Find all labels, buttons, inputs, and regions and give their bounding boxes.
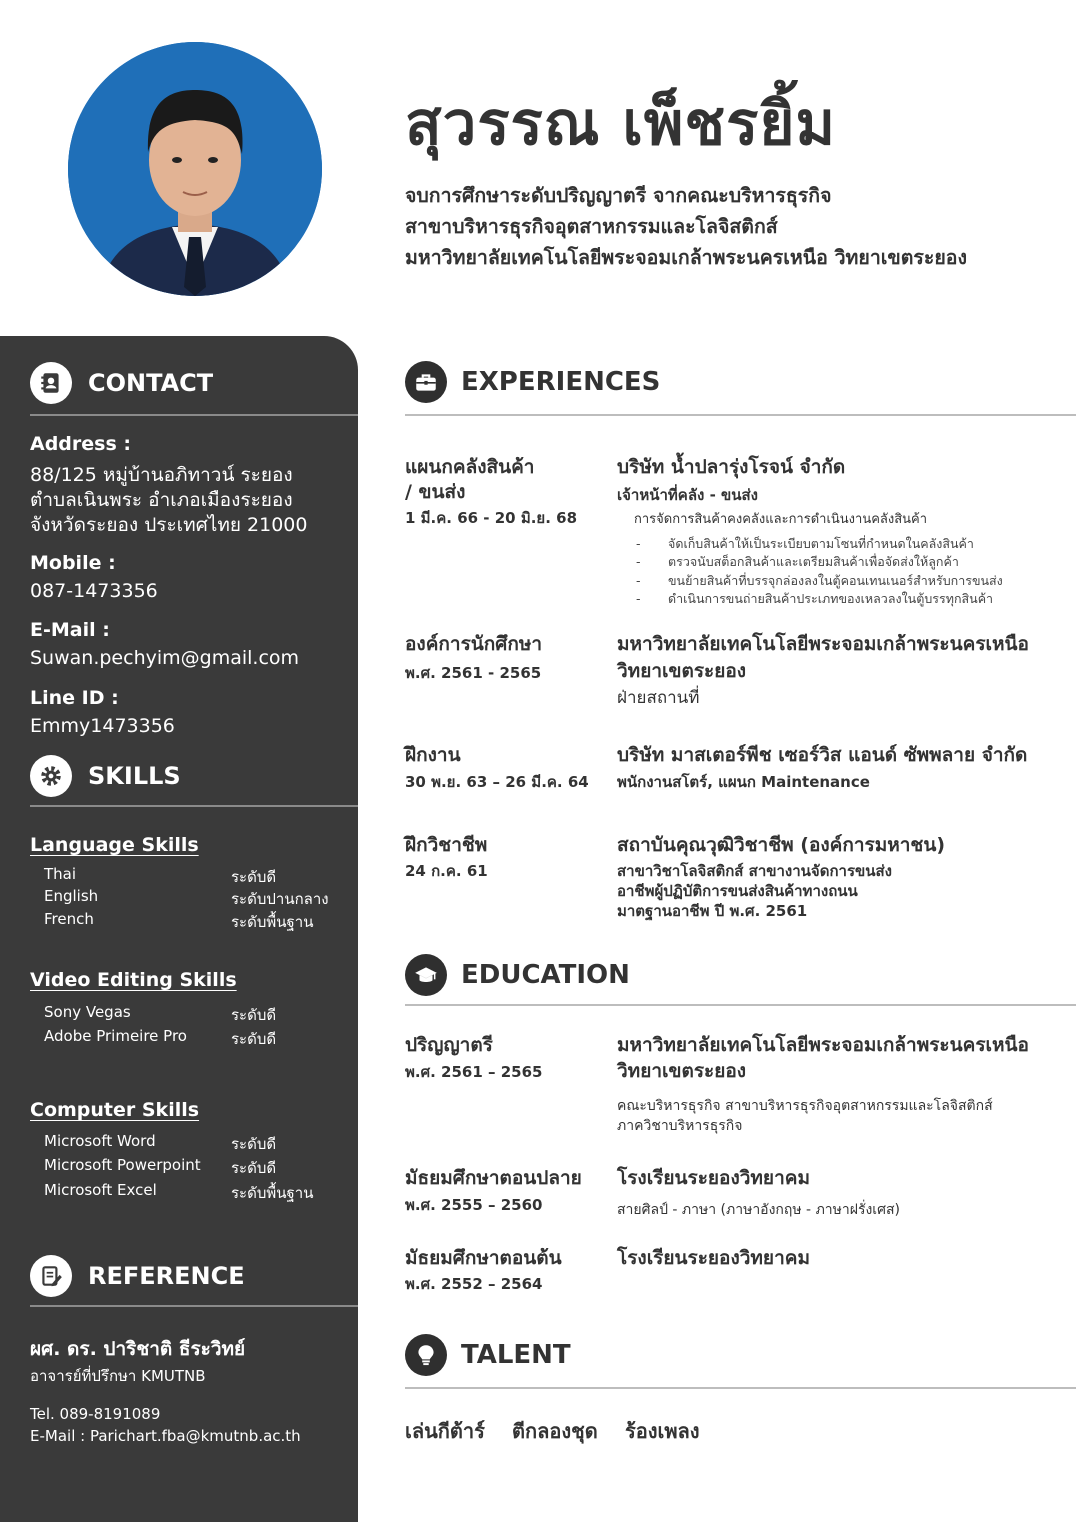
exp-role: แผนกคลังสินค้า (405, 456, 535, 478)
skill-name: Sony Vegas (44, 1003, 131, 1021)
skill-level: ระดับพื้นฐาน (231, 913, 314, 931)
exp-date: 1 มี.ค. 66 - 20 มิ.ย. 68 (405, 509, 578, 527)
email-label: E-Mail : (30, 619, 110, 641)
exp-bullet: - จัดเก็บสินค้าให้เป็นระเบียบตามโซนที่กำหนดในคลังสินค้า (636, 536, 974, 551)
skill-level: ระดับดี (231, 1135, 277, 1153)
line-id-value: Emmy1473356 (30, 715, 175, 737)
edu-level: มัธยมศึกษาตอนต้น (405, 1247, 562, 1269)
education-divider (405, 1004, 1076, 1006)
lightbulb-icon (405, 1334, 447, 1376)
edu-school: มหาวิทยาลัยเทคโนโลยีพระจอมเกล้าพระนครเหนือ (617, 1034, 1029, 1056)
language-skills-title: Language Skills (30, 834, 199, 856)
exp-date: 24 ก.ค. 61 (405, 862, 488, 880)
skill-level: ระดับดี (231, 1030, 277, 1048)
exp-bullet: - ขนย้ายสินค้าที่บรรจุกล่องลงในตู้คอนเทนเนอร์สำหรับการขนส่ง (636, 573, 1003, 588)
education-heading: EDUCATION (461, 960, 630, 990)
experiences-section-header (405, 360, 660, 404)
exp-org: มหาวิทยาลัยเทคโนโลยีพระจอมเกล้าพระนครเหนือ (617, 633, 1029, 655)
exp-role: องค์การนักศึกษา (405, 633, 543, 655)
exp-org: วิทยาเขตระยอง (617, 660, 747, 682)
skill-name: Microsoft Excel (44, 1181, 157, 1199)
candidate-name: สุวรรณ เพ็ชรยิ้ม (405, 89, 837, 159)
email-value[interactable]: Suwan.pechyim@gmail.com (30, 647, 300, 669)
edu-date: พ.ศ. 2555 – 2560 (405, 1196, 543, 1214)
reference-email[interactable]: E-Mail : Parichart.fba@kmutnb.ac.th (30, 1427, 301, 1445)
exp-position: พนักงานสโตร์, แผนก Maintenance (617, 773, 870, 791)
address-book-icon (30, 362, 72, 404)
skills-heading: SKILLS (88, 762, 181, 790)
contact-heading: CONTACT (88, 369, 214, 397)
address-line-2: ตำบลเนินพระ อำเภอเมืองระยอง (30, 489, 293, 511)
profile-photo (68, 42, 322, 296)
edu-school: โรงเรียนระยองวิทยาคม (617, 1247, 810, 1269)
exp-bullet: - ตรวจนับสต็อกสินค้าและเตรียมสินค้าเพื่อจัดส่งให้ลูกค้า (636, 554, 959, 569)
graduation-cap-icon (405, 954, 447, 996)
edu-school: โรงเรียนระยองวิทยาคม (617, 1167, 810, 1189)
contact-divider (30, 414, 358, 416)
exp-detail: สาขาวิชาโลจิสติกส์ สาขางานจัดการขนส่ง (617, 862, 893, 880)
edu-school: วิทยาเขตระยอง (617, 1060, 747, 1082)
talent-divider (405, 1387, 1076, 1389)
contact-section-header (30, 361, 213, 405)
header-line-2: สาขาบริหารธุรกิจอุตสาหกรรมและโลจิสติกส์ (405, 215, 778, 238)
briefcase-icon (405, 361, 447, 403)
reference-tel: Tel. 089-8191089 (30, 1405, 161, 1423)
person-portrait-image (68, 42, 322, 296)
exp-position: เจ้าหน้าที่คลัง - ขนส่ง (617, 486, 758, 504)
skill-name: Microsoft Powerpoint (44, 1156, 201, 1174)
exp-position: ฝ่ายสถานที่ (617, 688, 700, 708)
exp-org: บริษัท น้ำปลารุ่งโรจน์ จำกัด (617, 456, 846, 478)
address-line-1: 88/125 หมู่บ้านอภิทาวน์ ระยอง (30, 464, 293, 486)
skill-name: French (44, 910, 94, 928)
line-id-label: Line ID : (30, 687, 119, 709)
experiences-heading: EXPERIENCES (461, 367, 661, 397)
skill-level: ระดับพื้นฐาน (231, 1184, 314, 1202)
exp-role: / ขนส่ง (405, 481, 466, 503)
edu-detail: ภาควิชาบริหารธุรกิจ (617, 1118, 743, 1134)
reference-heading: REFERENCE (88, 1262, 245, 1290)
exp-duty: การจัดการสินค้าคงคลังและการดำเนินงานคลังสินค้า (634, 512, 928, 527)
exp-detail: อาชีพผู้ปฏิบัติการขนส่งสินค้าทางถนน (617, 882, 858, 900)
video-editing-skills-title: Video Editing Skills (30, 969, 237, 991)
address-line-3: จังหวัดระยอง ประเทศไทย 21000 (30, 514, 308, 536)
education-section-header (405, 953, 630, 997)
talent-heading: TALENT (461, 1340, 571, 1370)
document-edit-icon (30, 1255, 72, 1297)
edu-date: พ.ศ. 2552 – 2564 (405, 1275, 543, 1293)
exp-role: ฝึกวิชาชีพ (405, 834, 488, 856)
exp-bullet: - ดำเนินการขนถ่ายสินค้าประเภทของเหลวลงในตู้บรรทุกสินค้า (636, 591, 994, 606)
experiences-divider (405, 414, 1076, 416)
exp-date: พ.ศ. 2561 - 2565 (405, 664, 542, 682)
skills-section-header (30, 754, 181, 798)
talent-item: ร้องเพลง (625, 1419, 700, 1443)
exp-date: 30 พ.ย. 63 – 26 มี.ค. 64 (405, 773, 589, 791)
address-label: Address : (30, 433, 131, 455)
edu-detail: สายศิลป์ - ภาษา (ภาษาอังกฤษ - ภาษาฝรั่งเศส) (617, 1202, 900, 1218)
exp-detail: มาตฐานอาชีพ ปี พ.ศ. 2561 (617, 902, 808, 920)
skill-name: English (44, 887, 99, 905)
edu-level: มัธยมศึกษาตอนปลาย (405, 1167, 582, 1189)
talent-item: เล่นกีต้าร์ (405, 1419, 485, 1443)
mobile-value: 087-1473356 (30, 580, 158, 602)
edu-level: ปริญญาตรี (405, 1034, 493, 1056)
talent-section-header (405, 1333, 571, 1377)
reference-name: ผศ. ดร. ปาริชาติ ธีระวิทย์ (30, 1338, 246, 1360)
exp-role: ฝึกงาน (405, 744, 461, 766)
edu-detail: คณะบริหารธุรกิจ สาขาบริหารธุรกิจอุตสาหกรรมและโลจิสติกส์ (617, 1098, 993, 1114)
talent-item: ตีกลองชุด (512, 1419, 598, 1443)
reference-divider (30, 1305, 358, 1307)
gear-icon (30, 755, 72, 797)
skill-level: ระดับดี (231, 1159, 277, 1177)
skill-name: Microsoft Word (44, 1132, 156, 1150)
computer-skills-title: Computer Skills (30, 1099, 200, 1121)
skill-level: ระดับดี (231, 1006, 277, 1024)
skill-name: Thai (44, 865, 77, 883)
exp-org: สถาบันคุณวุฒิวิชาชีพ (องค์การมหาชน) (617, 834, 946, 856)
skill-name: Adobe Primeire Pro (44, 1027, 187, 1045)
mobile-label: Mobile : (30, 552, 116, 574)
reference-section-header (30, 1254, 245, 1298)
skill-level: ระดับดี (231, 868, 277, 886)
header-line-3: มหาวิทยาลัยเทคโนโลยีพระจอมเกล้าพระนครเหนือ วิทยาเขตระยอง (405, 246, 968, 269)
reference-position: อาจารย์ที่ปรึกษา KMUTNB (30, 1367, 206, 1385)
exp-org: บริษัท มาสเตอร์พีช เซอร์วิส แอนด์ ซัพพลาย จำกัด (617, 744, 1028, 766)
header-line-1: จบการศึกษาระดับปริญญาตรี จากคณะบริหารธุรกิจ (405, 184, 832, 207)
skills-divider (30, 805, 358, 807)
skill-level: ระดับปานกลาง (231, 890, 329, 908)
edu-date: พ.ศ. 2561 – 2565 (405, 1063, 543, 1081)
